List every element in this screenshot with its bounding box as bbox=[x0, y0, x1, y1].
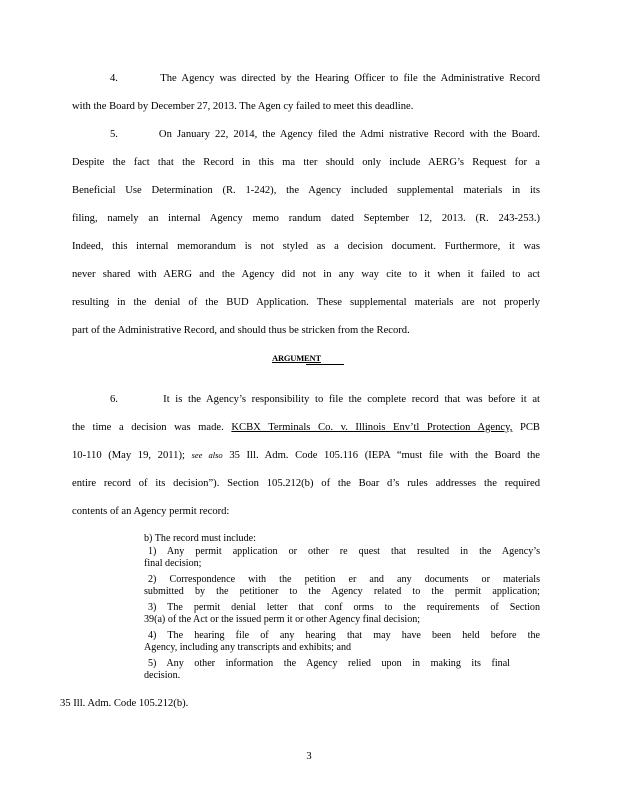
para4-line-2: with the Board by December 27, 2013. The Agen cy failed to meet this deadline. bbox=[72, 101, 414, 112]
para6-line-4: entire record of its decision”). Section 105.212(b) of the Boar d’s rules addresses the required bbox=[72, 478, 540, 489]
para6-line-2 bbox=[72, 421, 540, 434]
para6-text-3b: 35 Ill. Adm. Code 105.116 (IEPA “must file with the Board the bbox=[229, 450, 540, 461]
page-number: 3 bbox=[306, 751, 312, 762]
para5-line-8: part of the Administrative Record, and should thus be stricken from the Record. bbox=[72, 325, 410, 336]
para5-line-6: never shared with AERG and the Agency did not in any way cite to it when it failed to act bbox=[72, 269, 540, 280]
heading-underline bbox=[306, 364, 344, 365]
quote-line-6: 3) The permit denial letter that conf orms to the requirements of Section bbox=[148, 602, 540, 613]
quote-line-10: 5) Any other information the Agency relied upon in making its final bbox=[148, 658, 510, 669]
para5-line-4: filing, namely an internal Agency memo randum dated September 12, 2013. (R. 243-253.) bbox=[72, 213, 540, 224]
citation: 35 Ill. Adm. Code 105.212(b). bbox=[60, 698, 189, 709]
para6-text-2: the time a decision was made. bbox=[72, 422, 224, 433]
para4-number: 4. bbox=[110, 73, 118, 84]
quote-line-1: b) The record must include: bbox=[144, 533, 256, 544]
para6-number: 6. bbox=[110, 394, 118, 405]
para6-text-1: It is the Agency’s responsibility to file the complete record that was before it at bbox=[163, 394, 540, 405]
para6-text-3a: 10-110 (May 19, 2011); bbox=[72, 450, 185, 461]
para5-line-3: Beneficial Use Determination (R. 1-242), the Agency included supplemental materials in its bbox=[72, 185, 540, 196]
para6-line-3 bbox=[72, 449, 540, 462]
quote-line-9: Agency, including any transcripts and exhibits; and bbox=[144, 642, 352, 653]
quote-line-4: 2) Correspondence with the petition er and any documents or materials bbox=[148, 574, 540, 585]
quote-line-7: 39(a) of the Act or the issued perm it or other Agency final decision; bbox=[144, 614, 421, 625]
quote-line-8: 4) The hearing file of any hearing that may have been held before the bbox=[148, 630, 540, 641]
para4-text-1: The Agency was directed by the Hearing Officer to file the Administrative Record bbox=[160, 73, 541, 84]
para5-line-2: Despite the fact that the Record in this ma tter should only include AERG’s Request for a bbox=[72, 157, 540, 168]
case-name: KCBX Terminals Co. v. Illinois Env’tl Protection Agency, bbox=[231, 422, 513, 433]
argument-heading: ARGUMENT bbox=[272, 353, 321, 363]
para6-line-1 bbox=[110, 393, 540, 406]
para6-line-5: contents of an Agency permit record: bbox=[72, 506, 230, 517]
para5-number: 5. bbox=[110, 129, 118, 140]
para5-line-7: resulting in the denial of the BUD Application. These supplemental materials are not properly bbox=[72, 297, 540, 308]
see-also: see also bbox=[191, 450, 223, 460]
quote-line-3: final decision; bbox=[144, 558, 202, 569]
para5-line-5: Indeed, this internal memorandum is not styled as a decision document. Furthermore, it was bbox=[72, 241, 540, 252]
case-pcb: PCB bbox=[519, 422, 540, 433]
para5-text-1: On January 22, 2014, the Agency filed the Admi nistrative Record with the Board. bbox=[158, 129, 540, 140]
quote-line-2: 1) Any permit application or other re quest that resulted in the Agency’s bbox=[148, 546, 540, 557]
quote-line-5: submitted by the petitioner to the Agency related to the permit application; bbox=[144, 586, 540, 597]
para5-line-1 bbox=[110, 128, 540, 141]
para4-line-1 bbox=[110, 72, 540, 85]
quote-line-11: decision. bbox=[144, 670, 181, 681]
